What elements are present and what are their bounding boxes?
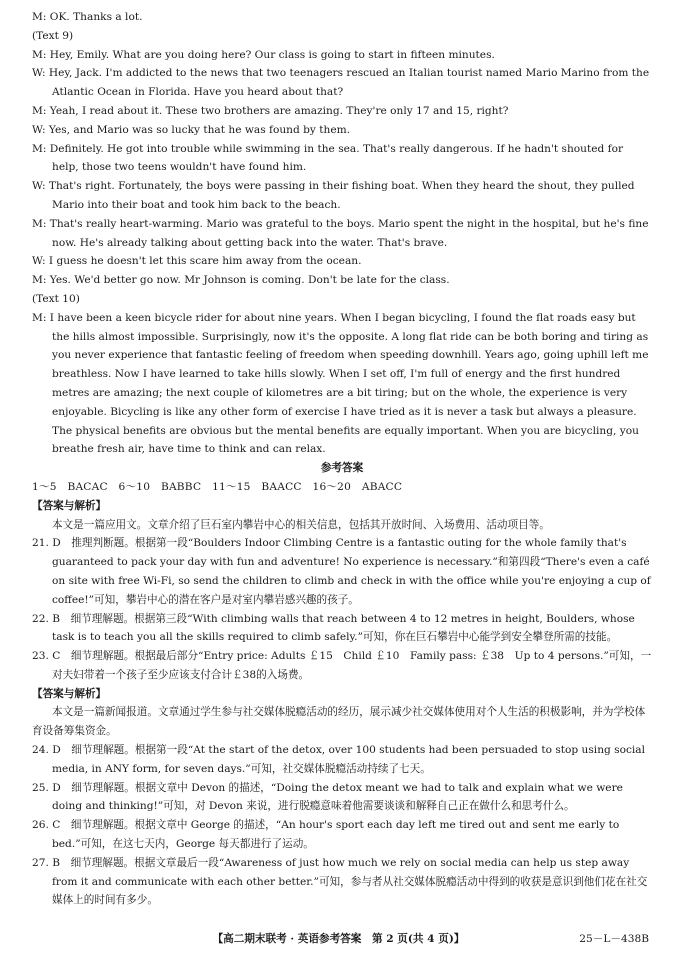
transcript-line: M: I have been a keen bicycle rider for about nine years. When I began bicycling, I found the flat roads easy but the hills almost impossible. Surprisingly, now it's the opposite. A long flat ride can be both boring and tiring as you never experience that fantastic feeling of freedom when speeding downhill. Years ago, going uphill left me breathless. Now I have learned to take hills slowly. When I set off, I'm full of energy and the first hundred metres are amazing; the next couple of kilometres are a bit tiring; but on the whole, the experience is very enjoyable. Bicycling is like any other form of exercise I have tried as it is never a task but always a pleasure. The physical benefits are obvious but the mental benefits are equally important. When you are bicycling, you breathe fresh air, have time to think and can relax.	[32, 311, 649, 456]
section-heading: 【答案与解析】	[32, 687, 107, 700]
answer-explanation: 25. D 细节理解题。根据文章中 Devon 的描述，“Doing the detox meant we had to talk and explain what we were doing and thinking!”可知，对 Devon 来说，进行脱瘾意味着他需要谈谈和解释自己正在做什么和思考什么。	[32, 781, 623, 813]
section-heading: 【答案与解析】	[32, 499, 107, 512]
transcript-line: M: OK. Thanks a lot.	[32, 11, 143, 23]
section-intro: 本文是一篇新闻报道。文章通过学生参与社交媒体脱瘾活动的经历，展示减少社交媒体使用对个人生活的积极影响，并为学校体育设备筹集资金。	[32, 706, 646, 738]
answer-explanation: 27. B 细节理解题。根据文章最后一段“Awareness of just how much we rely on social media can help us step away from it and communicate with each other better.”可知，参与者从社交媒体脱瘾活动中得到的收获是意识到他们花在社交媒体上的时间有多少。	[32, 856, 648, 907]
transcript-line: W: That's right. Fortunately, the boys were passing in their fishing boat. When they heard the shout, they pulled Mario into their boat and took him back to the beach.	[32, 180, 635, 211]
text-label: (Text 9)	[32, 29, 74, 42]
section-intro: 本文是一篇应用文。文章介绍了巨石室内攀岩中心的相关信息，包括其开放时间、入场费用、活动项目等。	[52, 518, 550, 531]
text-label: (Text 10)	[32, 292, 80, 305]
answer-key: 1～5 BACAC 6～10 BABBC 11～15 BAACC 16～20 ABACC	[32, 480, 403, 493]
transcript-line: W: I guess he doesn't let this scare him away from the ocean.	[32, 255, 362, 268]
transcript-line: W: Yes, and Mario was so lucky that he was found by them.	[32, 123, 351, 136]
answer-explanation: 22. B 细节理解题。根据第三段“With climbing walls that reach between 4 to 12 metres in height, Boulders, whose task is to teach you all the skills required to climb safely.”可知，你在巨石攀岩中心能学到安全攀登所需的技能。	[32, 612, 635, 644]
page-footer	[0, 930, 677, 950]
answer-explanation: 21. D 推理判断题。根据第一段“Boulders Indoor Climbing Centre is a fantastic outing for the whole family that's guaranteed to pack your day with fun and adventure! No experience is necessary.”和第四段“There's even a café on site with free Wi-Fi, so send the children to climb and check in with the office while you're enjoying a cup of coffee!”可知，攀岩中心的潜在客户是对室内攀岩感兴趣的孩子。	[32, 537, 651, 606]
answers-title: 参考答案	[320, 462, 364, 475]
transcript-line: W: Hey, Jack. I'm addicted to the news that two teenagers rescued an Italian tourist named Mario Marino from the Atlantic Ocean in Florida. Have you heard about that?	[32, 67, 650, 99]
transcript-line: M: Yes. We'd better go now. Mr Johnson is coming. Don't be late for the class.	[32, 274, 450, 287]
answer-explanation: 24. D 细节理解题。根据第一段“At the start of the detox, over 100 students had been persuaded to stop using social media, in ANY form, for seven days.”可知，社交媒体脱瘾活动持续了七天。	[32, 744, 646, 775]
transcript-line: M: That's really heart-warming. Mario was grateful to the boys. Mario spent the night in the hospital, but he's fine now. He's already talking about getting back into the water. That's brave.	[32, 217, 649, 249]
transcript-line: M: Hey, Emily. What are you doing here? Our class is going to start in fifteen minutes.	[32, 48, 495, 61]
transcript-line: M: Yeah, I read about it. These two brothers are amazing. They're only 17 and 15, right?	[32, 104, 509, 117]
transcript-line: M: Definitely. He got into trouble while swimming in the sea. That's really dangerous. If he hadn't shouted for help, those two teens wouldn't have found him.	[32, 142, 624, 174]
answer-explanation: 26. C 细节理解题。根据文章中 George 的描述，“An hour's sport each day left me tired out and sent me early to bed.”可知，在这七天内，George 每天都进行了运动。	[32, 819, 620, 851]
footer-title: 【高二期末联考 · 英语参考答案 第 2 页(共 4 页)】	[212, 933, 465, 945]
answer-explanation: 23. C 细节理解题。根据最后部分“Entry price: Adults ￡15 Child ￡10 Family pass: ￡38 Up to 4 persons.”可知，一对夫妇带着一个孩子至少应该支付合计￡38的入场费。	[32, 650, 652, 681]
footer-code: 25－L－438B	[579, 933, 649, 945]
document-content	[32, 8, 652, 910]
